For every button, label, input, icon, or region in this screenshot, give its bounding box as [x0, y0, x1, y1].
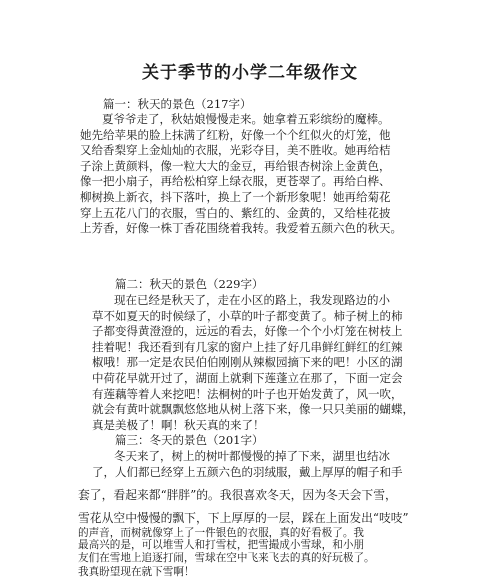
paragraph-line: 又给香梨穿上金灿灿的衣服，光彩夺目，美不胜收。她再给桔: [80, 143, 391, 158]
paragraph-line: 草不如夏天的时候绿了，小草的叶子都变黄了。柿子树上的柿: [92, 308, 403, 323]
section-heading-2: 篇二：秋天的景色（229字）: [115, 277, 264, 291]
paragraph-line: 柳树换上新衣，抖下落叶，换上了一个新形象呢！她再给菊花: [80, 189, 391, 204]
paragraph-line: 挂着呢！我还看到有几家的窗户上挂了好几串鲜红鲜红的红辣: [92, 339, 403, 354]
page-title: 关于季节的小学二年级作文: [142, 63, 358, 83]
paragraph-line: 椒哦！那一定是农民伯伯刚刚从辣椒园摘下来的吧！小区的湖: [92, 355, 403, 370]
paragraph-line: 冬天来了，树上的树叶都慢慢的掉了下来，湖里也结冰: [114, 449, 390, 463]
paragraph-line: 上芳香，好像一株丁香花围绕着我转。我爱着五颜六色的秋天。: [80, 221, 402, 236]
paragraph-line: 套了，看起来都“胖胖”的。我很喜欢冬天，因为冬天会下雪，: [78, 488, 397, 502]
paragraph-line: 现在已经是秋天了，走在小区的路上，我发现路边的小: [114, 293, 390, 307]
paragraph-line: 了，人们都已经穿上五颜六色的羽绒服，戴上厚厚的帽子和手: [92, 464, 403, 479]
paragraph-3-continued: [78, 510, 458, 527]
paragraph-line: 子都变得黄澄澄的，远远的看去，好像一个个小灯笼在树枝上: [92, 324, 403, 339]
paragraph-line: 中荷花早就开过了，湖面上就剩下莲蓬立在那了，下面一定会: [92, 370, 403, 385]
section-heading-1: 篇一：秋天的景色（217字）: [103, 97, 252, 111]
paragraph-line: 真是美极了！啊！秋天真的来了！: [92, 417, 265, 432]
paragraph-line: 就会有黄叶就飘飘悠悠地从树上落下来，像一只只美丽的蝴蝶，: [92, 402, 414, 417]
paragraph-line: 雪花从空中慢慢的飘下，下上厚厚的一层，踩在上面发出“吱吱”: [78, 511, 409, 525]
paragraph-line: 的声音，而树就像穿上了一件银色的衣服，真的好看极了。我: [78, 527, 365, 539]
section-heading-3: 篇三：冬天的景色（201字）: [115, 433, 264, 447]
paragraph-1: [80, 112, 432, 237]
paragraph-3: [92, 449, 438, 480]
paragraph-line: 最高兴的是，可以堆雪人和打雪杖，把雪撮成小雪球，和小朋: [78, 539, 365, 552]
paragraph-line: 子涂上黄颜料，像一粒大大的金豆，再给银杏树涂上金黄色，: [80, 158, 391, 173]
paragraph-3-tail: [78, 527, 440, 579]
paragraph-line: 夏爷爷走了，秋姑娘慢慢走来。她拿着五彩缤纷的魔棒。: [102, 112, 390, 126]
paragraph-line: 有莲藕等着人来挖吧！法桐树的叶子也开始发黄了，风一吹，: [92, 386, 403, 401]
paragraph-line: 像一把小扇子，再给松柏穿上绿衣服，更苍翠了。再给白桦、: [80, 174, 391, 189]
paragraph-3-line-3: [78, 487, 458, 504]
paragraph-line: 我真盼望现在就下雪啊！: [78, 566, 195, 579]
paragraph-line: 穿上五花八门的衣服，雪白的、紫红的、金黄的，又给桂花披: [80, 205, 391, 220]
paragraph-line: 她先给苹果的脸上抹满了红粉，好像一个个红似火的灯笼，他: [80, 127, 391, 142]
paragraph-2: [92, 293, 438, 433]
paragraph-line: 友们在雪地上追逐打闹，雪球在空中飞来飞去的真的好玩极了。: [78, 551, 375, 564]
